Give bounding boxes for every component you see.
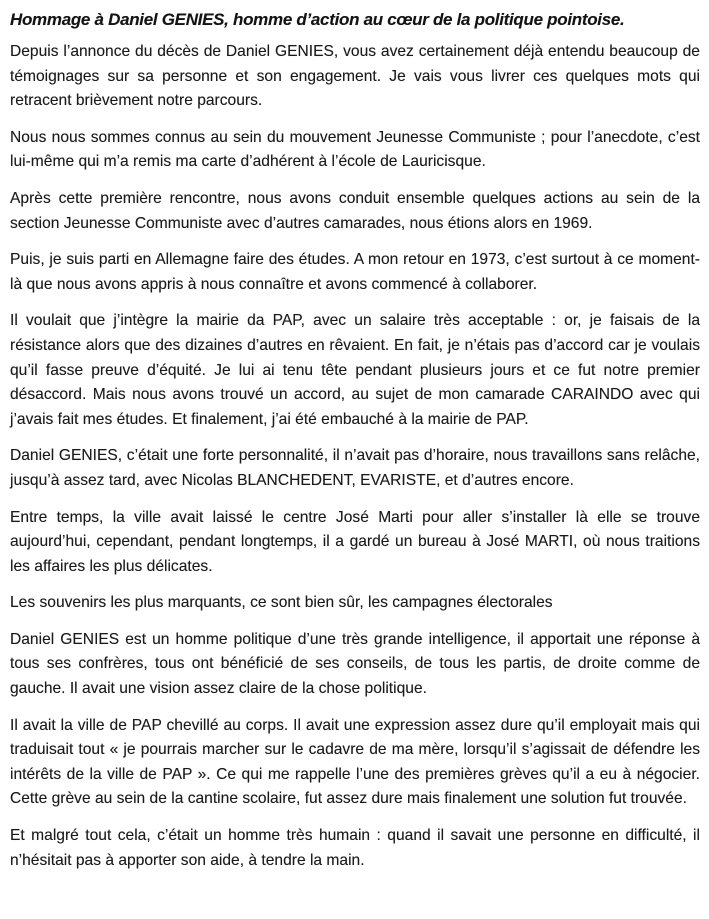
paragraph: Depuis l’annonce du décès de Daniel GENIES, vous avez certainement déjà entendu beaucoup de témoignages sur sa personne et son engagement. Je vais vous livrer ces quelques mots qui retracent brièvement notre parcours. [10,43,700,110]
paragraph: Et malgré tout cela, c’était un homme très humain : quand il savait une personne en difficulté, il n’hésitait pas à apporter son aide, à tendre la main. [10,827,700,869]
paragraph: Après cette première rencontre, nous avons conduit ensemble quelques actions au sein de la section Jeunesse Communiste avec d’autres camarades, nous étions alors en 1969. [10,189,700,232]
document-title: Hommage à Daniel GENIES, homme d’action au cœur de la politique pointoise. [10,10,625,29]
document-body [10,40,700,873]
paragraph: Nous nous sommes connus au sein du mouvement Jeunesse Communiste ; pour l’anecdote, c’est lui-même qui m’a remis ma carte d’adhérent à l’école de Lauricisque. [10,128,700,171]
paragraph: Il avait la ville de PAP chevillé au corps. Il avait une expression assez dure qu’il employait mais qui traduisait tout « je pourrais marcher sur le cadavre de ma mère, lorsqu’il s’agissait de défendre les intérêts de la ville de PAP ». Ce qui me rappelle l’une des premières grèves qu’il a eu à négocier. Cette grève au sein de la cantine scolaire, fut assez dure mais finalement une solution fut trouvée. [10,716,700,808]
paragraph: Daniel GENIES, c’était une forte personnalité, il n’avait pas d’horaire, nous travaillons sans relâche, jusqu’à assez tard, avec Nicolas BLANCHEDENT, EVARISTE, et d’autres encore. [10,447,700,489]
paragraph: Daniel GENIES est un homme politique d’une très grande intelligence, il apportait une réponse à tous ses confrères, tous ont bénéficié de ses conseils, de tous les partis, de droite comme de gauche. Il avait une vision assez claire de la chose politique. [10,630,700,698]
paragraph: Puis, je suis parti en Allemagne faire des études. A mon retour en 1973, c’est surtout à ce moment-là que nous avons appris à nous connaître et avons commencé à collaborer. [10,251,700,293]
paragraph: Il voulait que j’intègre la mairie da PAP, avec un salaire très acceptable : or, je faisais de la résistance alors que des dizaines d’autres en rêvaient. En fait, je n’étais pas d’accord car je voulais qu’il fasse preuve d’équité. Je lui ai tenu tête pendant plusieurs jours et ce fut notre premier désaccord. Mais nous avons trouvé un accord, au sujet de mon camarade CARAINDO avec qui j’avais fait mes études. Et finalement, j’ai été embauché à la mairie de PAP. [10,312,700,428]
paragraph: Les souvenirs les plus marquants, ce sont bien sûr, les campagnes électorales [10,594,553,612]
paragraph: Entre temps, la ville avait laissé le centre José Marti pour aller s’installer là elle se trouve aujourd’hui, cependant, pendant longtemps, il a gardé un bureau à José MARTI, où nous traitions les affaires les plus délicates. [10,508,700,575]
